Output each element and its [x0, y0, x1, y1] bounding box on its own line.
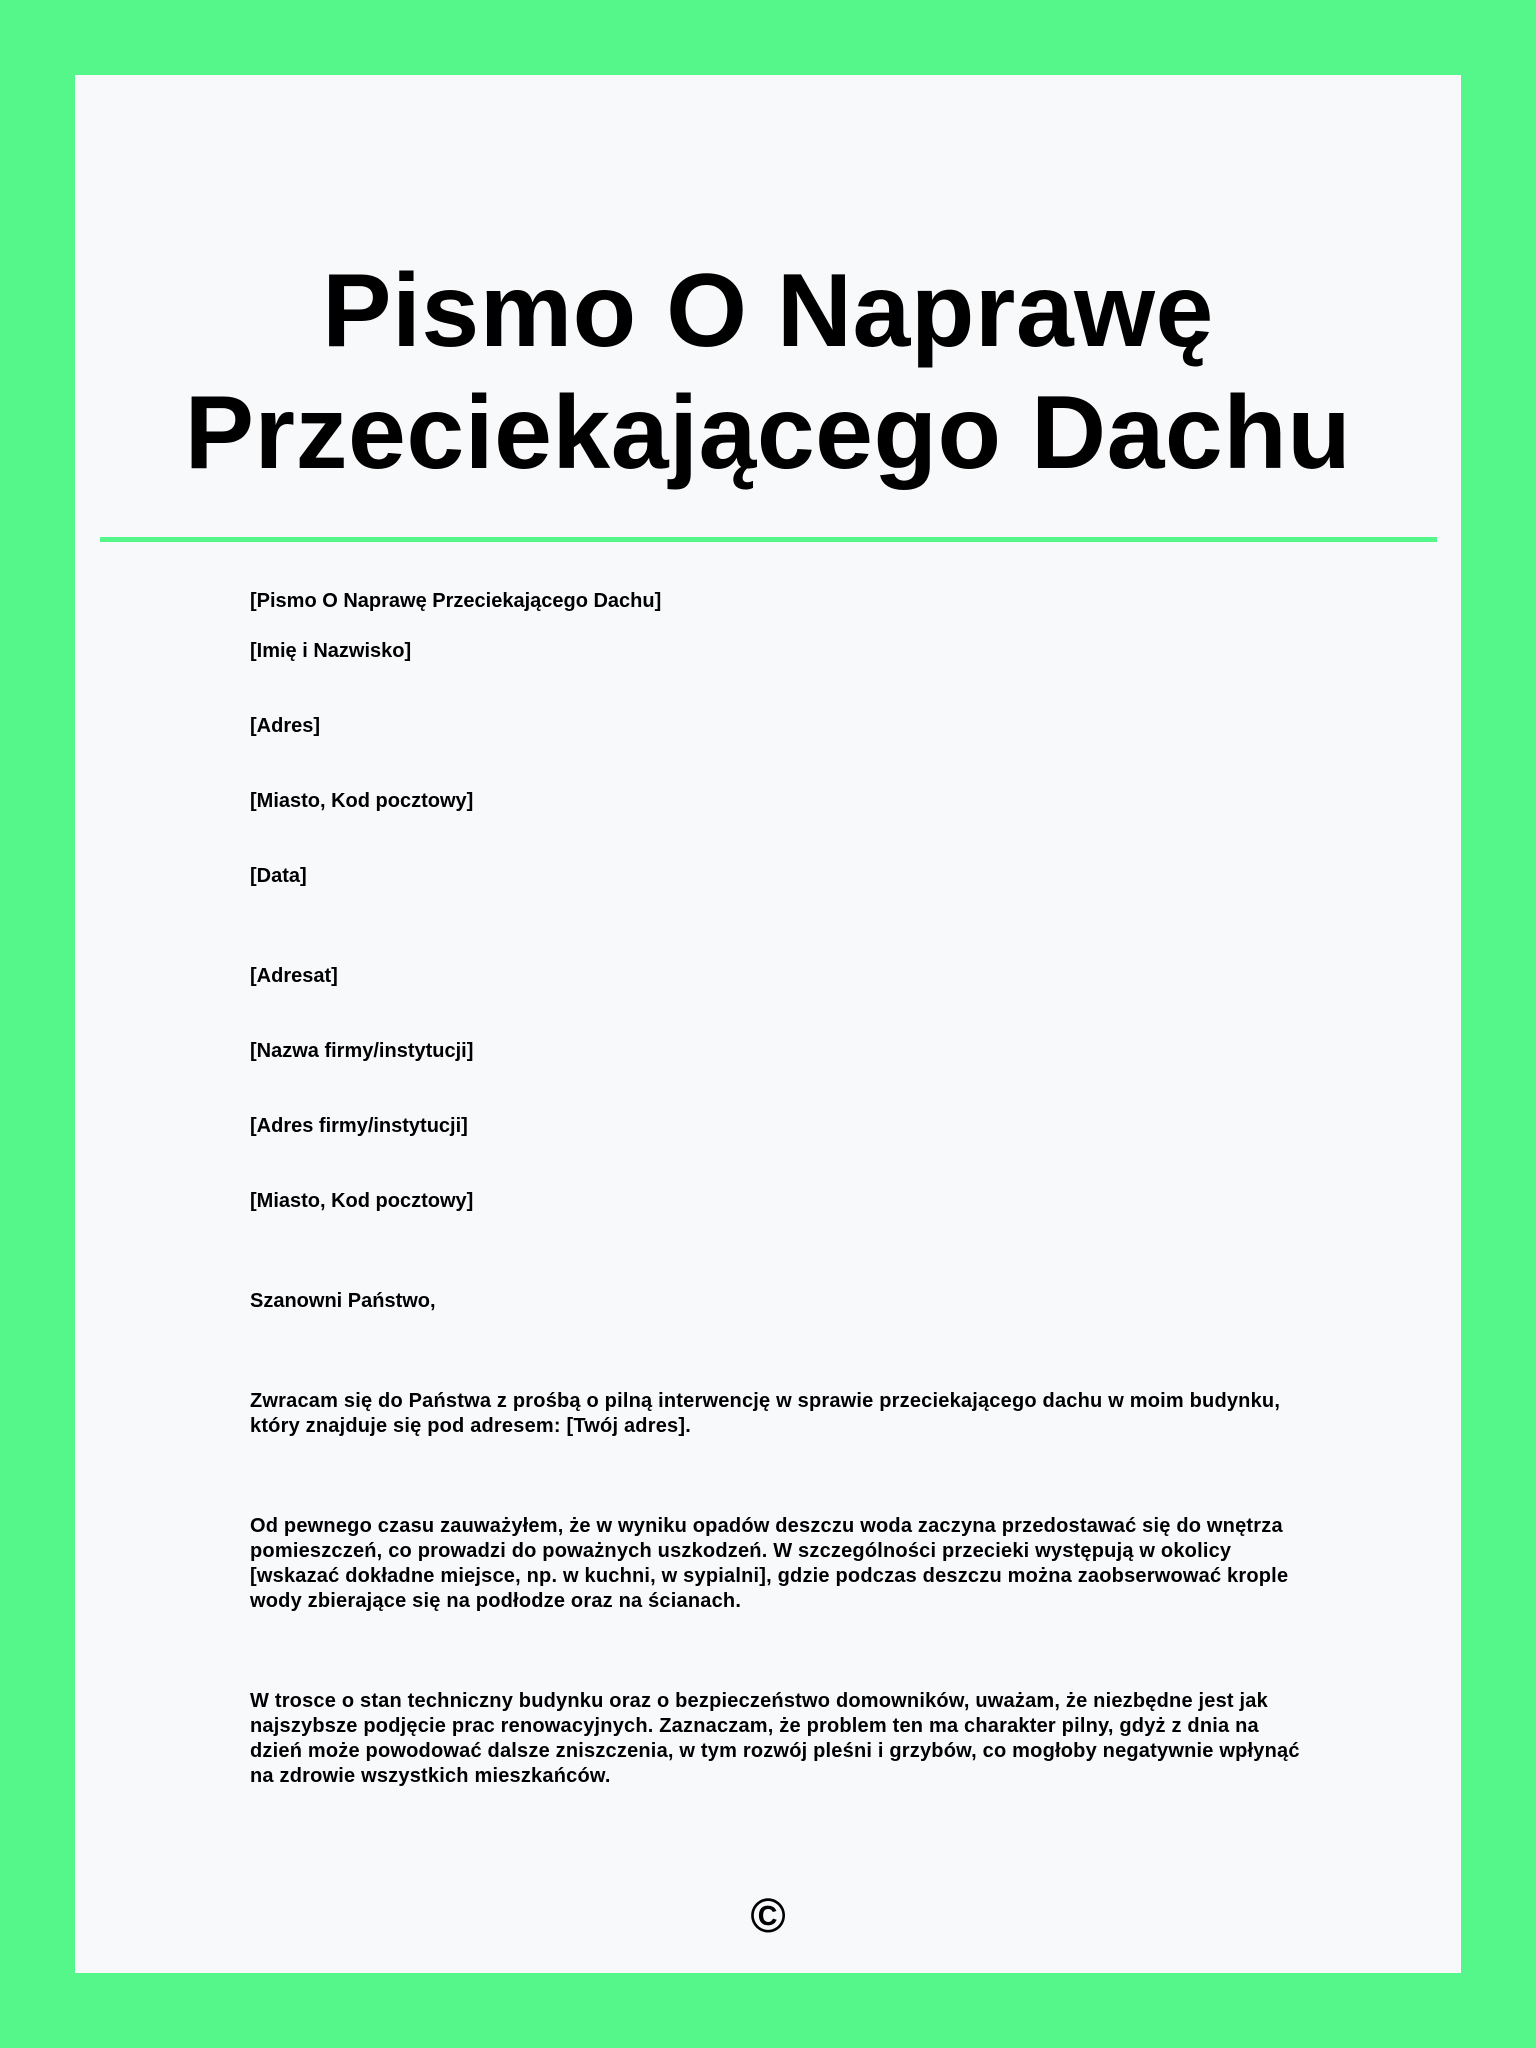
paragraph-urgency: W trosce o stan techniczny budynku oraz o bezpieczeństwo domowników, uważam, że niezbędne jest jak najszybsze podjęcie prac renowacyjnych. Zaznaczam, że problem ten ma charakter pilny, gdyż z dnia na dzień może powodować dalsze zniszczenia, w tym rozwój pleśni i grzybów, co mogłoby negatywnie wpłynąć na zdrowie wszystkich mieszkańców.: [250, 1690, 1300, 1787]
title-line-2: Przeciekającego Dachu: [184, 375, 1352, 491]
letter-subject: [Pismo O Naprawę Przeciekającego Dachu]: [250, 590, 662, 612]
copyright-symbol: ©: [750, 1890, 786, 1943]
recipient-address: [Adres firmy/instytucji]: [250, 1115, 468, 1137]
recipient-label: [Adresat]: [250, 965, 338, 987]
title-divider: [100, 537, 1437, 542]
document-title: [75, 250, 1461, 494]
letter-date: [Data]: [250, 865, 307, 887]
recipient-company: [Nazwa firmy/instytucji]: [250, 1040, 474, 1062]
paragraph-request: Zwracam się do Państwa z prośbą o pilną interwencję w sprawie przeciekającego dachu w moim budynku, który znajduje się pod adresem: [Twój adres].: [250, 1390, 1281, 1437]
recipient-city-postcode: [Miasto, Kod pocztowy]: [250, 1190, 474, 1212]
salutation: Szanowni Państwo,: [250, 1290, 436, 1312]
sender-name: [Imię i Nazwisko]: [250, 640, 412, 662]
document-page: [75, 75, 1461, 1973]
title-line-1: Pismo O Naprawę: [322, 253, 1214, 369]
sender-city-postcode: [Miasto, Kod pocztowy]: [250, 790, 474, 812]
paragraph-description: Od pewnego czasu zauważyłem, że w wyniku opadów deszczu woda zaczyna przedostawać się do wnętrza pomieszczeń, co prowadzi do poważnych uszkodzeń. W szczególności przecieki występują w okolicy [wskazać dokładne miejsce, np. w kuchni, w sypialni], gdzie podczas deszczu można zaobserwować krople wody zbierające się na podłodze oraz na ścianach.: [250, 1515, 1289, 1612]
sender-address: [Adres]: [250, 715, 321, 737]
